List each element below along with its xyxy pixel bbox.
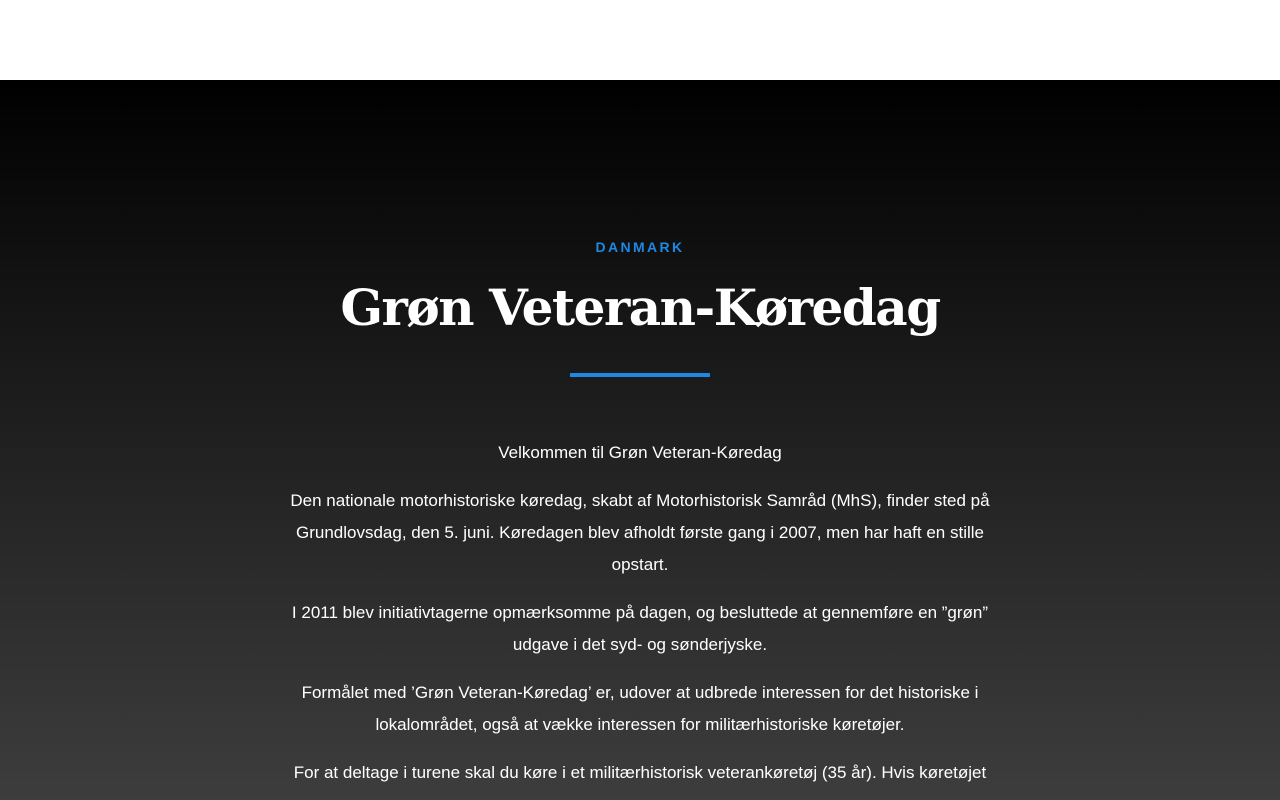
- paragraph-history: Den nationale motorhistoriske køredag, skabt af Motorhistorisk Samråd (MhS), finder sted på Grundlovsdag, den 5. juni. Køredagen blev afholdt første gang i 2007, men har haft en stille opstart.: [290, 491, 990, 574]
- paragraph-welcome: Velkommen til Grøn Veteran-Køredag: [498, 443, 782, 462]
- paragraph-2011: I 2011 blev initiativtagerne opmærksomme på dagen, og besluttede at gennemføre en ”grøn” udgave i det syd- og sønderjyske.: [291, 603, 989, 654]
- page-title: Grøn Veteran-Køredag: [340, 278, 940, 337]
- hero-content: [280, 80, 1000, 789]
- intro-text: [280, 437, 1000, 789]
- site-header: [0, 0, 1280, 80]
- paragraph-purpose: Formålet med ’Grøn Veteran-Køredag’ er, udover at udbrede interessen for det historiske i lokalområdet, også at vække interessen for militærhistoriske køretøjer.: [301, 683, 979, 734]
- hero-section: [0, 80, 1280, 800]
- category-kicker: DANMARK: [595, 239, 685, 255]
- paragraph-participation: For at deltage i turene skal du køre i et militærhistorisk veterankøretøj (35 år). Hvis køretøjet: [293, 763, 987, 782]
- title-divider: [570, 373, 710, 377]
